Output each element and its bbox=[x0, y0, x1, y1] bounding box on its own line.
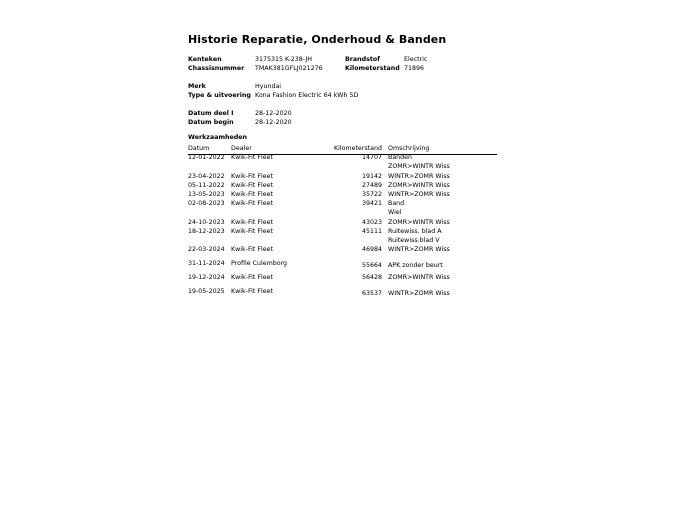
kilometerstand-value: 71896 bbox=[404, 65, 425, 72]
row-datum: 05-11-2022 bbox=[188, 182, 225, 189]
row-datum: 24-10-2023 bbox=[188, 219, 225, 226]
row-dealer: Kwik-Fit Fleet bbox=[231, 274, 273, 281]
row-kilometerstand: 45111 bbox=[361, 228, 382, 235]
row-kilometerstand: 55664 bbox=[361, 262, 382, 269]
row-datum: 22-03-2024 bbox=[188, 246, 225, 253]
row-dealer: Kwik-Fit Fleet bbox=[231, 246, 273, 253]
row-omschrijving: ZOMR>WINTR Wiss bbox=[388, 219, 450, 226]
chassis-label: Chassisnummer bbox=[188, 65, 245, 72]
row-kilometerstand: 19142 bbox=[361, 173, 382, 180]
row-datum: 19-05-2025 bbox=[188, 288, 225, 295]
type-label: Type & uitvoering bbox=[188, 92, 251, 99]
row-dealer: Profile Culemborg bbox=[231, 260, 288, 267]
row-omschrijving: WINTR>ZOMR Wiss bbox=[388, 290, 450, 297]
row-omschrijving: Band bbox=[388, 200, 405, 207]
row-omschrijving: ZOMR>WINTR Wiss bbox=[388, 182, 450, 189]
datum-begin-value: 28-12-2020 bbox=[255, 119, 292, 126]
row-kilometerstand: 39421 bbox=[361, 200, 382, 207]
row-kilometerstand: 27489 bbox=[361, 182, 382, 189]
row-dealer: Kwik-Fit Fleet bbox=[231, 173, 273, 180]
werkzaamheden-heading: Werkzaamheden bbox=[188, 134, 248, 141]
column-header-dealer: Dealer bbox=[231, 145, 252, 152]
kenteken-value: 3175315 K-238-JH bbox=[255, 56, 313, 63]
column-header-kilometerstand: Kilometerstand bbox=[333, 145, 382, 152]
row-omschrijving: ZOMR>WINTR Wiss bbox=[388, 163, 450, 170]
kenteken-label: Kenteken bbox=[188, 56, 222, 63]
row-dealer: Kwik-Fit Fleet bbox=[231, 154, 273, 161]
column-header-omschrijving: Omschrijving bbox=[388, 145, 430, 152]
row-datum: 02-08-2023 bbox=[188, 200, 225, 207]
row-omschrijving: APK zonder beurt bbox=[388, 262, 443, 269]
column-header-datum: Datum bbox=[188, 145, 210, 152]
row-kilometerstand: 43023 bbox=[361, 219, 382, 226]
row-dealer: Kwik-Fit Fleet bbox=[231, 228, 273, 235]
row-datum: 18-12-2023 bbox=[188, 228, 225, 235]
merk-value: Hyundai bbox=[255, 83, 282, 90]
row-kilometerstand: 46984 bbox=[361, 246, 382, 253]
row-kilometerstand: 63537 bbox=[361, 290, 382, 297]
row-omschrijving: Banden bbox=[388, 154, 413, 161]
row-omschrijving: WINTR>ZOMR Wiss bbox=[388, 191, 450, 198]
row-omschrijving: WINTR>ZOMR Wiss bbox=[388, 173, 450, 180]
datum-deel-value: 28-12-2020 bbox=[255, 110, 292, 117]
row-datum: 12-01-2022 bbox=[188, 154, 225, 161]
brandstof-label: Brandstof bbox=[345, 56, 380, 63]
brandstof-value: Electric bbox=[404, 56, 428, 63]
merk-label: Merk bbox=[188, 83, 206, 90]
datum-begin-label: Datum begin bbox=[188, 119, 234, 126]
row-datum: 23-04-2022 bbox=[188, 173, 225, 180]
row-datum: 31-11-2024 bbox=[188, 260, 225, 267]
row-omschrijving: Ruitewiss. blad A bbox=[388, 228, 442, 235]
row-omschrijving: Wiel bbox=[388, 209, 402, 216]
row-kilometerstand: 14707 bbox=[361, 154, 382, 161]
row-dealer: Kwik-Fit Fleet bbox=[231, 219, 273, 226]
row-omschrijving: Ruitewiss.blad V bbox=[388, 237, 440, 244]
kilometerstand-label: Kilometerstand bbox=[345, 65, 400, 72]
page-title: Historie Reparatie, Onderhoud & Banden bbox=[188, 33, 447, 46]
row-datum: 19-12-2024 bbox=[188, 274, 225, 281]
row-dealer: Kwik-Fit Fleet bbox=[231, 288, 273, 295]
row-dealer: Kwik-Fit Fleet bbox=[231, 191, 273, 198]
row-kilometerstand: 56428 bbox=[361, 274, 382, 281]
row-datum: 13-05-2023 bbox=[188, 191, 225, 198]
chassis-value: TMAK381GFLJ021276 bbox=[255, 65, 323, 72]
datum-deel-label: Datum deel I bbox=[188, 110, 234, 117]
row-dealer: Kwik-Fit Fleet bbox=[231, 200, 273, 207]
row-omschrijving: WINTR>ZOMR Wiss bbox=[388, 246, 450, 253]
row-kilometerstand: 35722 bbox=[361, 191, 382, 198]
row-dealer: Kwik-Fit Fleet bbox=[231, 182, 273, 189]
row-omschrijving: ZOMR>WINTR Wiss bbox=[388, 274, 450, 281]
type-value: Kona Fashion Electric 64 kWh 5D bbox=[255, 92, 359, 99]
